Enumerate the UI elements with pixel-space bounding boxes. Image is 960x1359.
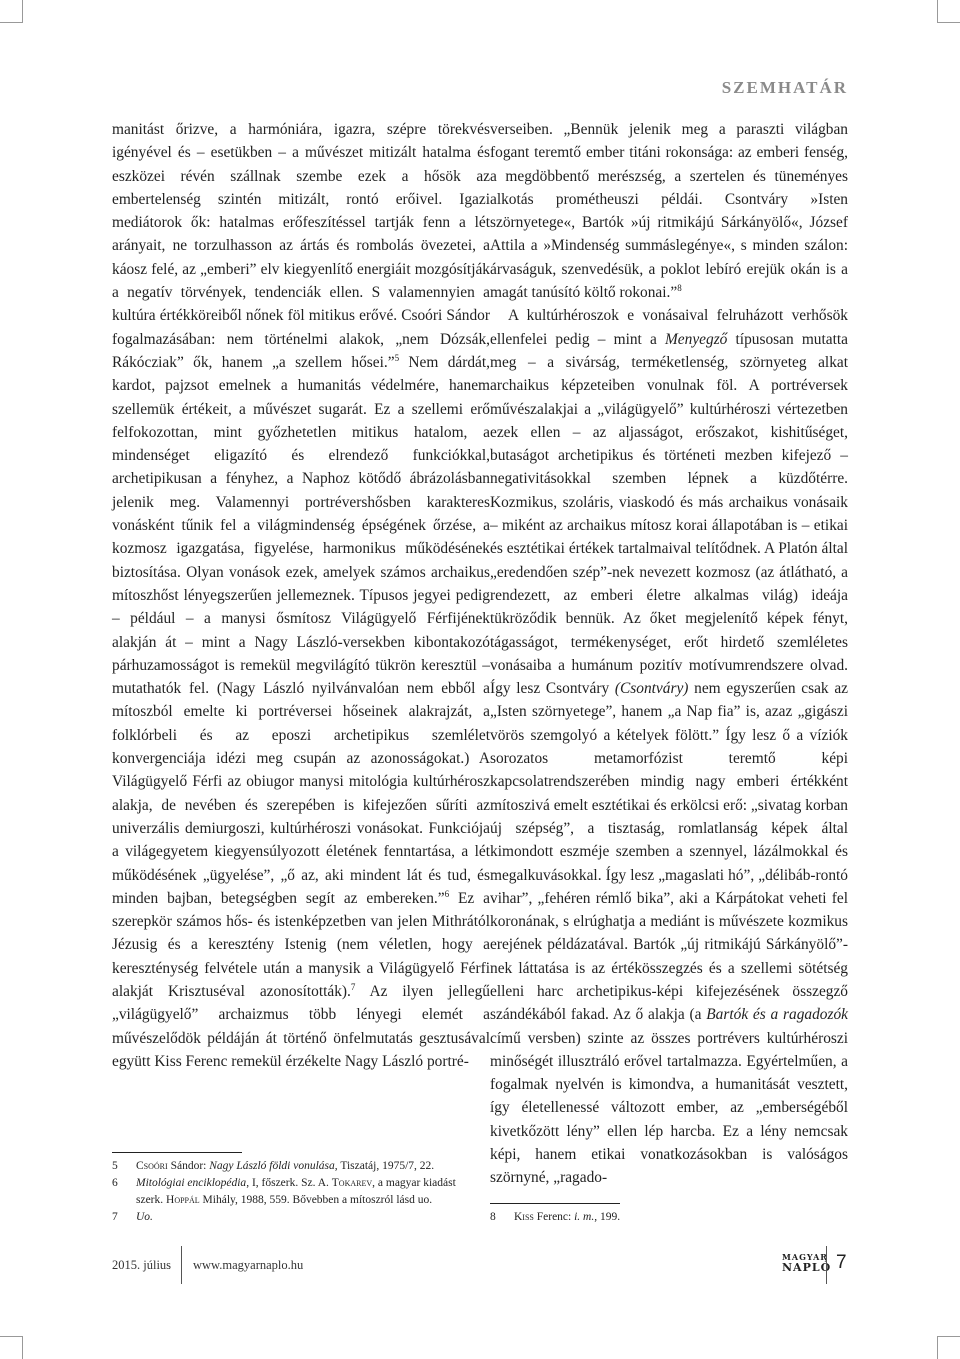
footnote-fragment: , a magyar kiadást szerk. [136, 1177, 456, 1206]
footnote-title: i. m. [574, 1211, 595, 1223]
left-paragraph [112, 118, 490, 1073]
right-text-2d: című versben) szinte az összes portrévers kultúrhéroszi minőségét illusztráló erővel tartalmazza. Egyértelműen, a fogalmak nyelvén is kimondva, a humanitását vesztett, így életellenessé változott ember, az „emberségéből kivetkőzött lény” ellen lép harcba. Ez a lény nemcsak képi, hanem etikai vonatkozásokban is valóságos szörnyné, „ragado- [490, 1029, 848, 1187]
section-title: SZEMHATÁR [721, 78, 848, 97]
footnote-text [136, 1209, 482, 1226]
footnote-number: 8 [490, 1211, 496, 1223]
footnote-number: 6 [112, 1177, 118, 1189]
footnote-fragment: , I, főszerk. Sz. A. [246, 1177, 332, 1189]
title-bartok: Bartók és a ragadozók [706, 1006, 848, 1024]
footnote-fragment: Mihály, 1988, 559. Bővebben a mítoszról lásd uo. [199, 1194, 433, 1206]
footnote-number: 5 [112, 1160, 118, 1172]
logo-line-1: MAGYAR [782, 1252, 828, 1262]
crop-mark-bottom-right [937, 1336, 960, 1359]
footnote-title: Uo. [136, 1211, 153, 1223]
right-column [490, 118, 848, 1190]
footnote-ref-6: 6 [444, 888, 450, 899]
logo-line-2: NAPLÓ [782, 1261, 832, 1274]
left-text-c: Ez a szerepkör számos hős- és istenképzetben van jelen Mithrától Jézusig és a keresztény Istenig (nem véletlen, hogy a kereszténység felvétele után a manysik a Világügyelő Férfi alakját Krisztuséval azonosították). [112, 889, 490, 1000]
footer-divider [181, 1246, 182, 1284]
footnote-ref-5: 5 [394, 352, 400, 363]
crop-mark-bottom-left [0, 1336, 23, 1359]
left-text-d: Az ilyen jellegű „világügyelő” archaizmus több lényegi elemét a művészelődök példáján át történő önfelmutatás gesztusával együtt Kiss Ferenc remekül érzékelte Nagy László portré- [112, 982, 490, 1070]
title-menyegzo: Menyegző [664, 330, 728, 348]
footnote-fragment: , 199. [594, 1211, 621, 1223]
footnote-5 [112, 1158, 482, 1175]
right-text-1a: verseiben. „Bennük jelenik meg a paraszti világban fogant teremtő ember titáni rokonsága: az emberi fenség, a megdöbbentő merészség, a szertelen és tüneményes alkotás prométheuszi példái. Csontváry »Isten szörnyetege«, Bartók »új ritmikájú Sárkányölő«, József Attila a »Mindenség summáslegénye«, s minden szálon: árvaságuk, szenvedésük, a poklot lebíró erejük okán is a magát tanúsító költő rokonai.” [490, 121, 848, 302]
footnote-text [136, 1175, 482, 1209]
right-text-2c: nem egyszerűen csak az „Isten szörnyetege”, hanem „a Nap fia” is, azaz „gigászi vörös szemgolyó a kételyek fölött.” Így lesz ő a víziók sorozatos metamorfózist teremtő képi kapcsolatrendszerében mindig nagy emberi értékként mítoszivá emelt esztétikai és erkölcsi erő: „sivatag korban új szépség”, a tisztaság, romlatlanság képek által kimondott eszméje szemben a szennyel, lázálmokkal és megalkuvásokkal. Így lesz „magaslati hó”, „délibáb-rontó vihar”, „fehéren rémlő bika”, aki a Kárpátokat veheti fel koronának, s elrúghatja a mediánt is művészete kozmikus erejének példázatával. Bartók „új ritmikájú Sárkányölő”-nek láttatása is az értékösszegzés és a szellemi sötétség elleni harc archetipikus-képi kifejezésének összegző szándékából fakad. Az ő alakja (a [490, 680, 848, 1024]
left-text-b: Nem dárdát, kardot, pajzsot emelnek a humanitás védelmére, hanem szellemük értékeit, a művészet sugarát. Ez a szellemi erő felfokozottan, mint győzhetetlen mitikus hatalom, a mindenséget eligazító és elrendező funkciókkal, archetipikusan a fényhez, a Naphoz kötődő ábrázolásban jelenik meg. Valamennyi portrévershősben karakteres vonásként tűnik fel a világmindenség épségének őrzése, a kozmosz igazgatása, figyelése, harmonikus működésének biztosítása. Olyan vonások ezek, amelyek számos archaikus mítoszhőst lényegszerűen jellemeznek. Típusos jegyei pedig – például – a manysi ősmítosz Világügyelő Férfijének alakján át – mint a Nagy László-versekben kibontakozó párhuzamosságot is remekül megvilágító tükrön keresztül – mutathatók fel. (Nagy László nyilvánvalóan nem ebből a mítoszból emelte ki portréversei hőseinek alakrajzát, a folklórbeli és az eposzi archetipikus szemlélet konvergenciája idézi meg csupán az azonosságokat.) A Világügyelő Férfi az obiugor manysi mitológia kultúrhérosz alakja, de nevében és szerepében is kifejezően sűríti az univerzális demiurgoszi, kultúrhéroszi vonásokat. Funkciója a világegyetem kiegyensúlyozott életének fenntartása, a lét működésének „ügyelése”, „ő az, aki mindent lát és tud, és minden bajban, betegségben segít az embereken.” [112, 353, 490, 907]
footnote-fragment: Sándor: [167, 1160, 210, 1172]
footnote-number: 7 [112, 1211, 118, 1223]
left-text-a: manitást őrizve, a harmóniára, igazra, szépre törekvés igényével és – esetükben – a művészet mitizált hatalma és eszközei révén szállnak szembe ezek a hősök az embertelenség szintén mitizált, rontó erőivel. Igazi mediátorok ők: hatalmas erőfeszítéssel tartják fenn a lét arányait, ne torzulhasson az ártás és rombolás övezetei, a káosz felé, az „emberi” elv kiegyenlítő energiáit mozgósítják a negatív törvények, tendenciák ellen. S valamennyien a kultúra értékköreiből nőnek föl mitikus erővé. Csoóri Sándor fogalmazásában: nem történelmi alakok, „nem Dózsák, Rákócziak” ők, hanem „a szellem hősei.” [112, 121, 490, 371]
right-text-2a: A kultúrhéroszok e vonásaival felruházott verhősök ellenfelei pedig – mint a [490, 307, 848, 348]
footnote-title: Mitológiai enciklopédia [136, 1177, 247, 1189]
footnote-fragment: Ferenc: [533, 1211, 575, 1223]
right-paragraph-2 [490, 304, 848, 1189]
footnote-text [514, 1209, 840, 1226]
footnote-8 [490, 1209, 840, 1226]
footnote-6 [112, 1175, 482, 1209]
footnote-title: Nagy László földi vonulása [209, 1160, 335, 1172]
footnote-author: Kiss [514, 1211, 534, 1223]
footnote-text [136, 1158, 482, 1175]
magyar-naplo-logo [782, 1252, 832, 1274]
crop-mark-top-right [937, 0, 960, 23]
right-text-2b: típusosan mutatta meg – a sivárság, terméketlenség, szörnyeteg alkat archaikus képzeteiben vonulnak föl. A portréversek művészalakjai a „világügyelő” kultúrhéroszi vértezetben ezek ellen – az aljasságot, erőszakot, kishitűséget, butaságot archetipikus és történeti mezben kifejező – negativitásokkal szemben lépnek a küzdőtérre. Kozmikus, szoláris, viaskodó és más archaikus vonásaik – miként az archaikus mítosz korai állapotában is – etikai és esztétikai értékek tartalmaival telítődnek. A Platón által „eredendően szép”-nek nevezett kozmosz (az átlátható, a rendezett, az emberi életre alkalmas világ) ideája tükröződik bennük. Az őket megjelenítő képek fényt, tágasságot, termékenységet, erőt hirdető szemléletes vonásaiba a humánum pozitív motívumrendszere olvad. Így lesz Csontváry [490, 330, 848, 698]
footnote-fragment: , Tiszatáj, 1975/7, 22. [334, 1160, 435, 1172]
page-number-divider [826, 1246, 827, 1284]
footnote-7 [112, 1209, 482, 1226]
footnote-author: Csoóri [136, 1160, 168, 1172]
footnotes-left [112, 1158, 482, 1226]
title-csontvary: (Csontváry) [614, 680, 689, 698]
footnote-rule-left [112, 1152, 242, 1153]
footnote-ref-8: 8 [677, 282, 682, 293]
footnotes-right [490, 1209, 840, 1226]
footnote-rule-right [490, 1203, 620, 1204]
footnote-ref-7: 7 [350, 981, 356, 992]
page-number: 7 [836, 1252, 847, 1273]
footer-website-link[interactable]: www.magyarnaplo.hu [193, 1258, 304, 1272]
right-paragraph-1 [490, 118, 848, 304]
footnote-author-2: Hoppál [166, 1194, 200, 1206]
footnote-author: Tokarev [331, 1177, 373, 1189]
crop-mark-top-left [0, 0, 23, 23]
left-column [112, 118, 490, 1073]
footer-date: 2015. július [112, 1258, 172, 1272]
